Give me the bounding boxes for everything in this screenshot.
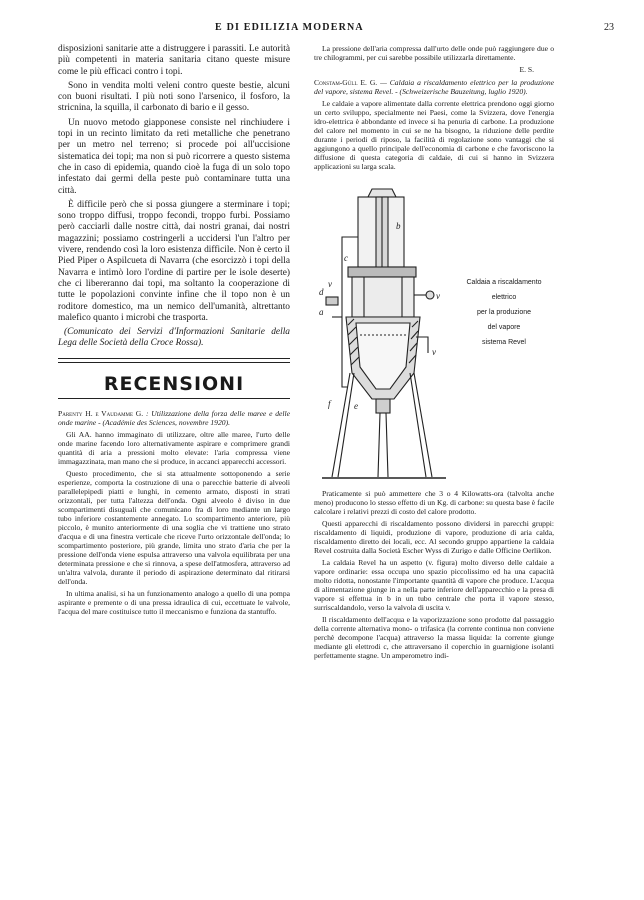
label-c: c	[344, 253, 348, 263]
caption-line: elettrico	[491, 294, 517, 301]
review-parenty	[58, 409, 290, 616]
label-d: d	[319, 287, 324, 297]
running-title: E DI EDILIZIA MODERNA	[215, 22, 364, 33]
label-v: v	[436, 291, 440, 301]
review-heading	[314, 78, 554, 96]
paragraph: Le caldaie a vapore alimentate dalla corrente elettrica prendono oggi giorno un certo sviluppo, specialmente nei Paesi, come la Svizzera, dove l'energia idro-elettrica è abbondante ed invece si ha penuria di carbone. La produzione del calore nel momento in cui se ne ha bisogno, la riduzione delle perdite durante i periodi di riposo, la facilità di regolazione sono vantaggi che si aggiungono a quello principale dell'economia di carbone e che favoriscono la diffusione di questa categoria di caldaie, di cui si hanno in Svizzera applicazioni su larga scala.	[314, 99, 554, 171]
label-e: e	[354, 401, 358, 411]
signature: E. S.	[519, 65, 534, 74]
divider	[58, 398, 290, 399]
boiler-figure	[314, 177, 554, 485]
review-title: : Utilizzazione della forza delle maree e delle onde marine - (Académie des Sciences, novembre 1920).	[58, 408, 290, 427]
divider	[58, 362, 290, 363]
left-column	[58, 44, 290, 619]
article-text	[58, 44, 290, 350]
paragraph: Il riscaldamento dell'acqua e la vaporizzazione sono prodotte dal passaggio della corrente alternativa mono- o trifasica (la corrente continua non conviene perchè decompone l'acqua) attraverso la massa liquida: la corrente giunge mediante gli elettrodi c, che attraversano il coperchio in guarnigione isolanti perfettamente stagne. Un amperometro indi-	[314, 615, 554, 660]
section-title: RECENSIONI	[103, 372, 245, 395]
caption-line: sistema Revel	[482, 339, 526, 346]
paragraph: disposizioni sanitarie atte a distruggere i parassiti. Le autorità più competenti in materia sanitaria citano queste misure come le più efficaci contro i topi.	[58, 44, 290, 77]
review-heading	[58, 409, 290, 427]
paragraph: Gli AA. hanno immaginato di utilizzare, oltre alle maree, l'urto delle onde marine facendo loro alternativamente aspirare e comprimere grandi quantità di aria a pressioni molto elevate: l'aria compressa viene immagazzinata, man mano che si produce, in accanci apparecchi accessori.	[58, 429, 290, 466]
label-f: f	[328, 399, 331, 409]
label-v2: v	[328, 279, 332, 289]
review-authors: Parenty H. e Vaudamme G.	[58, 408, 144, 418]
divider	[58, 358, 290, 359]
label-v3: v	[432, 347, 436, 357]
revel-boiler-drawing	[314, 177, 454, 485]
label-a: a	[319, 307, 324, 317]
review-authors: Constam-Güll E. G.	[314, 78, 378, 87]
paragraph: Praticamente si può ammettere che 3 o 4 Kilowatts-ora (talvolta anche meno) producono lo stesso effetto di un Kg. di carbone: su questa base è facile calcolare i relativi prezzi di costo del calore prodotto.	[314, 489, 554, 516]
caption-line: per la produzione	[476, 309, 532, 316]
paragraph: Sono in vendita molti veleni contro queste bestie, alcuni con buoni risultati. I più noti sono l'arsenico, il fosforo, la stricnina, la squilla, il carbonato di bario e il gesso.	[58, 80, 290, 114]
paragraph: Questo procedimento, che si sta attualmente sottoponendo a serie esperienze, comporta la costruzione di una o parecchie batterie di alveoli parallelepipedi piatti e lunghi, in cemento armato, disposti in strati orizzontali, per tutta l'altezza dell'onda. Ogni alveolo è diviso in due scompartimenti disuguali che comunicano fra di loro mediante un largo tubo inferiore costantemente annegato. Lo scompartimento anteriore, più piccolo, è munito anteriormente di una soglia che vi trattiene uno strato d'acqua e di una finestra verticale che riceve l'urto orizzontale dell'onda; lo scompartimento posteriore, più grande, limita uno strato d'aria che per la pressione dell'onda viene espulsa attraverso una valvola equilibrata per una determinata pressione e che si rinnova, a spese dell'atmosfera, attraverso ad un'altra valvola, durante il periodo di aspirazione determinato dal ritirarsi dell'onda.	[58, 468, 290, 586]
source-credit: (Comunicato dei Servizi d'Informazioni Sanitarie della Lega delle Società della Croce Rossa).	[58, 327, 290, 349]
paragraph: È difficile però che si possa giungere a sterminare i topi; sono troppo diffusi, troppo fecondi, troppo furbi. Possiamo però cacciarli dalle nostre città, dai nostri granai, dai nostri magazzini; possiamo costringerli a uccidersi l'un l'altro per vivere, rendendo così la loro esistenza difficile. Non è certo il Pied Piper o Aspilcueta di Navarra (che esorcizzò i topi della Navarra e intimò loro l'ordine di partire per le isole deserte) che ci libereranno dai topi, ma soltanto la cooperazione di tutte le popolazioni convinte infine che il topo non è un roditore domestico, ma un nemico dell'umanità, altrettanto malefico quanto i microbi che trasporta.	[58, 199, 290, 323]
paragraph: La pressione dell'aria compressa dall'urto delle onde può raggiungere due o tre chilogrammi, per cui sarebbe possibile utilizzarla direttamente.	[314, 44, 554, 62]
review-title: — Caldaia a riscaldamento elettrico per la produzione del vapore, sistema Revel. - (Schweizerische Bauzeitung, luglio 1920).	[314, 78, 554, 96]
page-number: 23	[604, 22, 614, 33]
caption-line: Caldaia a riscaldamento	[466, 279, 542, 286]
paragraph: In ultima analisi, si ha un funzionamento analogo a quello di una pompa aspirante e premente o di una pressa idraulica di cui, eccettuate le valvole, l'acqua del mare costituisce tutto il meccanismo e funziona da stantuffo.	[58, 588, 290, 616]
caption-line: del vapore	[487, 324, 521, 331]
label-b: b	[396, 221, 401, 231]
paragraph: La caldaia Revel ha un aspetto (v. figura) molto diverso delle caldaie a vapore ordinarie: essa occupa uno spazio piccolissimo ed ha una capacità molto ridotta, nonostante l'importante quantità di vapore che produce. L'acqua di alimentazione giunge in a nella parte inferiore dell'apparecchio e la presa di vapore si effettua in b in un tubo centrale che porta il vapore stesso, surriscaldandolo, verso la valvola di uscita v.	[314, 558, 554, 612]
right-column	[314, 44, 554, 663]
paragraph: Questi apparecchi di riscaldamento possono dividersi in parecchi gruppi: riscaldamento di liquidi, produzione di vapore, produzione di aria calda, riscaldamento diretto dei locali, ecc. Al secondo gruppo appartiene la caldaia Revel costruita dalla Società Escher Wyss di Zurigo e dalle Officine Oerlikon.	[314, 519, 554, 555]
paragraph: Un nuovo metodo giapponese consiste nel rinchiudere i topi in un recinto limitato da reti metalliche che penetrano per un metro nel terreno; si procede poi all'uccisione sistematica dei topi; ma non si può ricorrere a questo sistema che in caso di epidemia, quando cioè la fuga di un solo topo infestato dai germi della peste può contaminare tutta una città.	[58, 117, 290, 196]
figure-caption	[454, 275, 554, 350]
